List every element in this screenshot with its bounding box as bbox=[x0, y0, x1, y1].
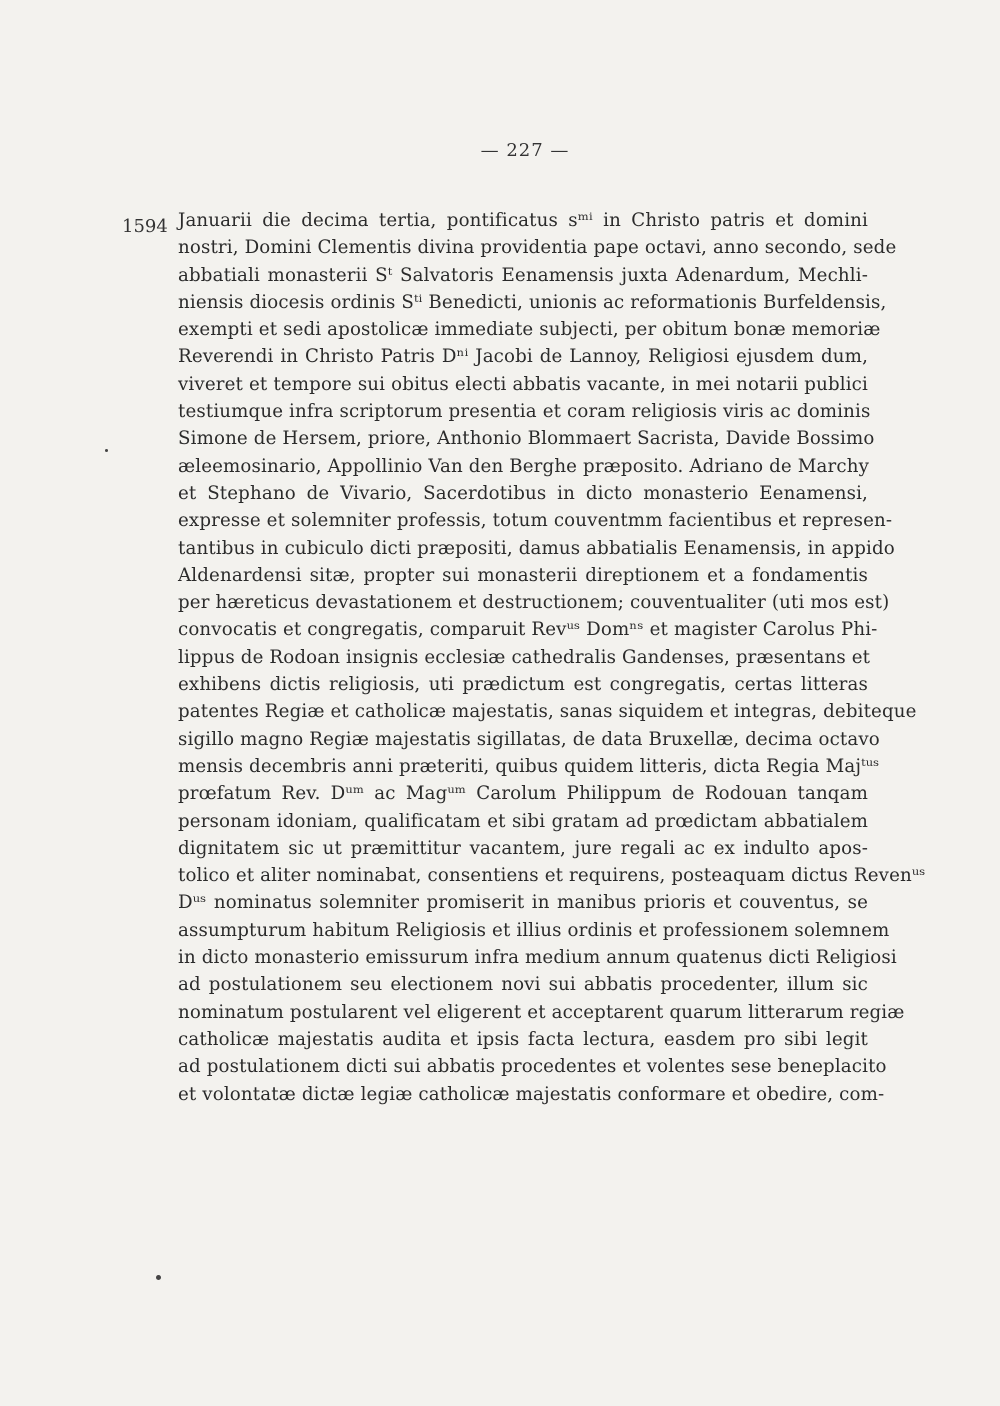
text-line: viveret et tempore sui obitus electi abbatis vacante, in mei notarii publici bbox=[178, 373, 868, 395]
text-line: Januarii die decima tertia, pontificatus sᵐⁱ in Christo patris et domini bbox=[178, 210, 868, 231]
text-line: et Stephano de Vivario, Sacerdotibus in dicto monasterio Eenamensi, bbox=[178, 482, 868, 504]
text-line: æleemosinario, Appollinio Van den Berghe præposito. Adriano de Marchy bbox=[178, 455, 869, 477]
text-line: prœfatum Rev. Dᵘᵐ ac Magᵘᵐ Carolum Philippum de Rodouan tanqam bbox=[178, 783, 868, 805]
text-line: Reverendi in Christo Patris Dⁿⁱ Jacobi de Lannoy, Religiosi ejusdem dum, bbox=[178, 346, 868, 368]
text-line: nostri, Domini Clementis divina providentia pape octavi, anno secondo, sede bbox=[178, 237, 897, 259]
text-line: ad postulationem dicti sui abbatis procedentes et volentes sese beneplacito bbox=[178, 1056, 887, 1078]
text-line: Simone de Hersem, priore, Anthonio Blommaert Sacrista, Davide Bossimo bbox=[178, 428, 875, 450]
text-line: personam idoniam, qualificatam et sibi gratam ad prœdictam abbatialem bbox=[178, 810, 868, 832]
text-line: exhibens dictis religiosis, uti prædictum est congregatis, certas litteras bbox=[178, 674, 868, 696]
page-number: — 227 — bbox=[480, 140, 570, 161]
text-line: in dicto monasterio emissurum infra medium annum quatenus dicti Religiosi bbox=[178, 947, 897, 969]
text-line: lippus de Rodoan insignis ecclesiæ cathedralis Gandenses, præsentans et bbox=[178, 646, 871, 668]
text-line: convocatis et congregatis, comparuit Revᵘˢ Domⁿˢ et magister Carolus Phi- bbox=[178, 619, 878, 641]
text-line: exempti et sedi apostolicæ immediate subjecti, per obitum bonæ memoriæ bbox=[178, 319, 881, 341]
text-line: testiumque infra scriptorum presentia et coram religiosis viris ac dominis bbox=[178, 401, 871, 423]
text-line: patentes Regiæ et catholicæ majestatis, sanas siquidem et integras, debiteque bbox=[178, 701, 917, 723]
text-line: catholicæ majestatis audita et ipsis facta lectura, easdem pro sibi legit bbox=[178, 1028, 868, 1050]
text-line: assumpturum habitum Religiosis et illius ordinis et professionem solemnem bbox=[178, 919, 890, 941]
text-line: et volontatæ dictæ legiæ catholicæ majestatis conformare et obedire, com- bbox=[178, 1083, 885, 1105]
text-line: tantibus in cubiculo dicti præpositi, damus abbatialis Eenamensis, in appido bbox=[178, 537, 895, 559]
text-line: mensis decembris anni præteriti, quibus quidem litteris, dicta Regia Majᵗᵘˢ bbox=[178, 755, 880, 777]
text-line: abbatiali monasterii Sᵗ Salvatoris Eenamensis juxta Adenardum, Mechli- bbox=[178, 264, 868, 286]
text-line: expresse et solemniter professis, totum couventmm facientibus et represen- bbox=[178, 510, 893, 532]
paper-speck bbox=[105, 449, 108, 452]
text-line: nominatum postularent vel eligerent et acceptarent quarum litterarum regiæ bbox=[178, 1001, 905, 1023]
margin-year: 1594 bbox=[122, 216, 168, 237]
text-line: Dᵘˢ nominatus solemniter promiserit in manibus prioris et couventus, se bbox=[178, 892, 868, 914]
text-line: ad postulationem seu electionem novi sui abbatis procedenter, illum sic bbox=[178, 974, 868, 996]
paper-speck bbox=[156, 1275, 161, 1280]
text-line: dignitatem sic ut præmittitur vacantem, jure regali ac ex indulto apos- bbox=[178, 837, 868, 859]
text-line: sigillo magno Regiæ majestatis sigillatas, de data Bruxellæ, decima octavo bbox=[178, 728, 880, 750]
body-text bbox=[178, 207, 926, 1108]
text-line: per hæreticus devastationem et destructionem; couventualiter (uti mos est) bbox=[178, 592, 890, 614]
text-line: niensis diocesis ordinis Sᵗⁱ Benedicti, unionis ac reformationis Burfeldensis, bbox=[178, 291, 887, 313]
text-line: tolico et aliter nominabat, consentiens et requirens, posteaquam dictus Revenᵘˢ bbox=[178, 865, 926, 887]
text-line: Aldenardensi sitæ, propter sui monasterii direptionem et a fondamentis bbox=[178, 564, 868, 586]
